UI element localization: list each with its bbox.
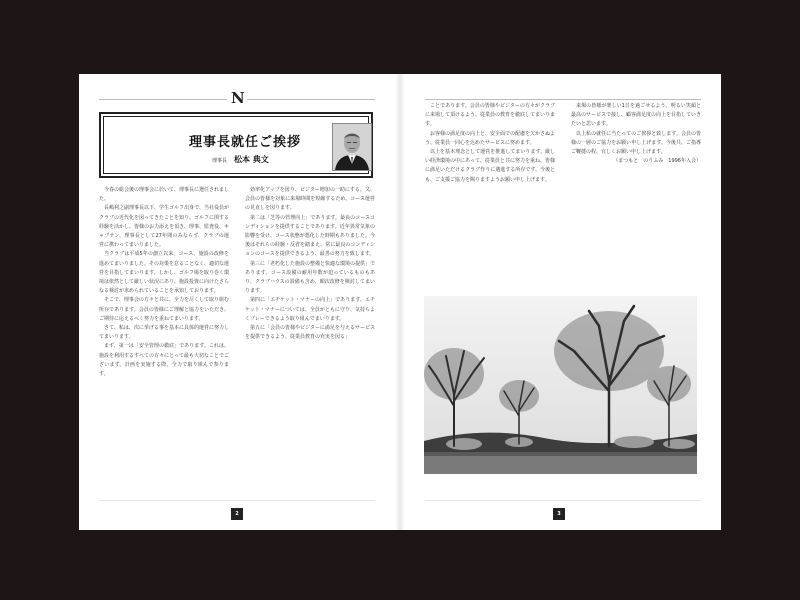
left-page: [79, 74, 395, 530]
paragraph: 来場の皆様が楽しい1日を過ごせるよう、明るい笑顔と最高のサービスで接し、顧客満足度の向上を目指していきたいと思います。: [571, 103, 701, 128]
paragraph: 第四に「エチケット・マナーの向上」であります。エチケット・マナーについては、全員がともに守り、気持ちよくプレーできるよう取り組んでまいります。: [245, 297, 375, 322]
paragraph: 長嶋利之副理事長以下、学生ゴルフ出身で、当社役員がクラブの近代化を図ってきたことを知り、ゴルフに関する経験を活かし、皆様のお力添えを頂き、理事、監査役、キャプテン、理事長として27年間のみならず、クラブの運営に携わってまいりました。: [99, 205, 229, 249]
page-number-badge: 2: [231, 508, 243, 520]
golf-course-photo: [424, 296, 697, 474]
paragraph: 効率化アップを図り、ビジター増加の一助にする。又、会員の皆様を対象に来場時間を短縮するため、コース運営の見直しを図ります。: [245, 187, 375, 212]
left-column-2: [245, 186, 375, 504]
paragraph: お客様の満足度の向上と、安全面での配慮を欠かさぬよう、従業員一同心を込めたサービスに努めます。: [425, 130, 555, 146]
paragraph: まず、第一は「安全管理の徹底」であります。これは、施設を利用するすべての方々にとって最も大切なことでございます。計画を実施する際、全力で取り組んで参ります。: [99, 343, 229, 378]
footer-rule: [99, 500, 375, 501]
paragraph: 第二は「芝等の管理向上」であります。最良のコースコンディションを提供することであります。近年異常気象の影響を受け、コース状態が悪化した時期もありました。今後はそれらの経験・反省を踏まえ、常に最良のコンディションのコースを提供できるよう、最善の努力を致します。: [245, 214, 375, 258]
paragraph: 以上を基本理念として運営を推進してまいります。厳しい経済環境の中にあって、従業員と共に努力を重ね、皆様に満足いただけるクラブ作りに邁進する所存です。今後とも、ご支援ご協力を賜りますようお願い申し上げます。: [425, 149, 555, 183]
author-portrait: [332, 123, 372, 171]
left-article-columns: [99, 186, 375, 504]
paragraph: ことであります。会員の皆様やビジターの方々がクラブに来場して頂けるよう、従業員の教育を徹底してまいります。: [425, 103, 555, 128]
paragraph: 第三に「老朽化した施設の整備と快適な環境の提供」であります。コース設備の耐用年数が迫っているものもあり、クラブハウスの設備も含め、順次改修を検討してまいります。: [245, 260, 375, 295]
paragraph: さて、私は、次に挙げる事を基本に具体的運営に努力してまいります。: [99, 325, 229, 341]
page-number-badge: 3: [553, 508, 565, 520]
article-title-box: [99, 112, 373, 178]
paragraph: 第五に「会員の皆様やビジターに満足を与えるサービスを提供できるよう、従業員教育の充実を図る」: [245, 325, 375, 341]
author-name: 松本 典文: [234, 155, 269, 164]
right-column-1: [425, 102, 555, 290]
signature: （まつもと のりふみ 1996年入会）: [613, 158, 701, 165]
club-logo: N: [231, 89, 243, 107]
right-article-columns: [425, 102, 701, 290]
paragraph: 当クラブは平成5年の創立以来、コース、施設の改修を進めてまいりました。その対策を怠ることなく、適切な運営を目指してまいります。しかし、ゴルフ場を取り巻く環境は依然として厳しい状況にあり、施設投資に向けたさらなる検討が求められていることを承知しております。: [99, 251, 229, 295]
header-rule-left: [99, 99, 227, 100]
author-role: 理事長: [212, 158, 228, 164]
right-page: [405, 74, 721, 530]
right-column-2: [571, 102, 701, 290]
paragraph: 今春の総会後の理事会に於いて、理事長に選任されました。: [99, 187, 229, 203]
article-title: 理事長就任ご挨拶: [189, 135, 302, 150]
title-box-inner-border: [103, 116, 369, 174]
header-rule: [425, 99, 701, 100]
footer-rule: [425, 500, 701, 501]
header-rule-right: [247, 99, 375, 100]
page-gutter: [395, 74, 405, 530]
left-column-1: [99, 186, 229, 504]
paragraph: そこで、理事会の方々と共に、全力を尽くして取り組む所存であります。会員の皆様にご理解と協力をいただき、ご期待に応えるべく努力を重ねてまいります。: [99, 297, 229, 322]
paragraph: 以上私の就任に当たってのご挨拶と致します。会員の皆様の一層のご協力をお願い申し上げます。今後共、ご指導ご鞭撻の程、宜しくお願い申し上げます。: [571, 130, 701, 156]
